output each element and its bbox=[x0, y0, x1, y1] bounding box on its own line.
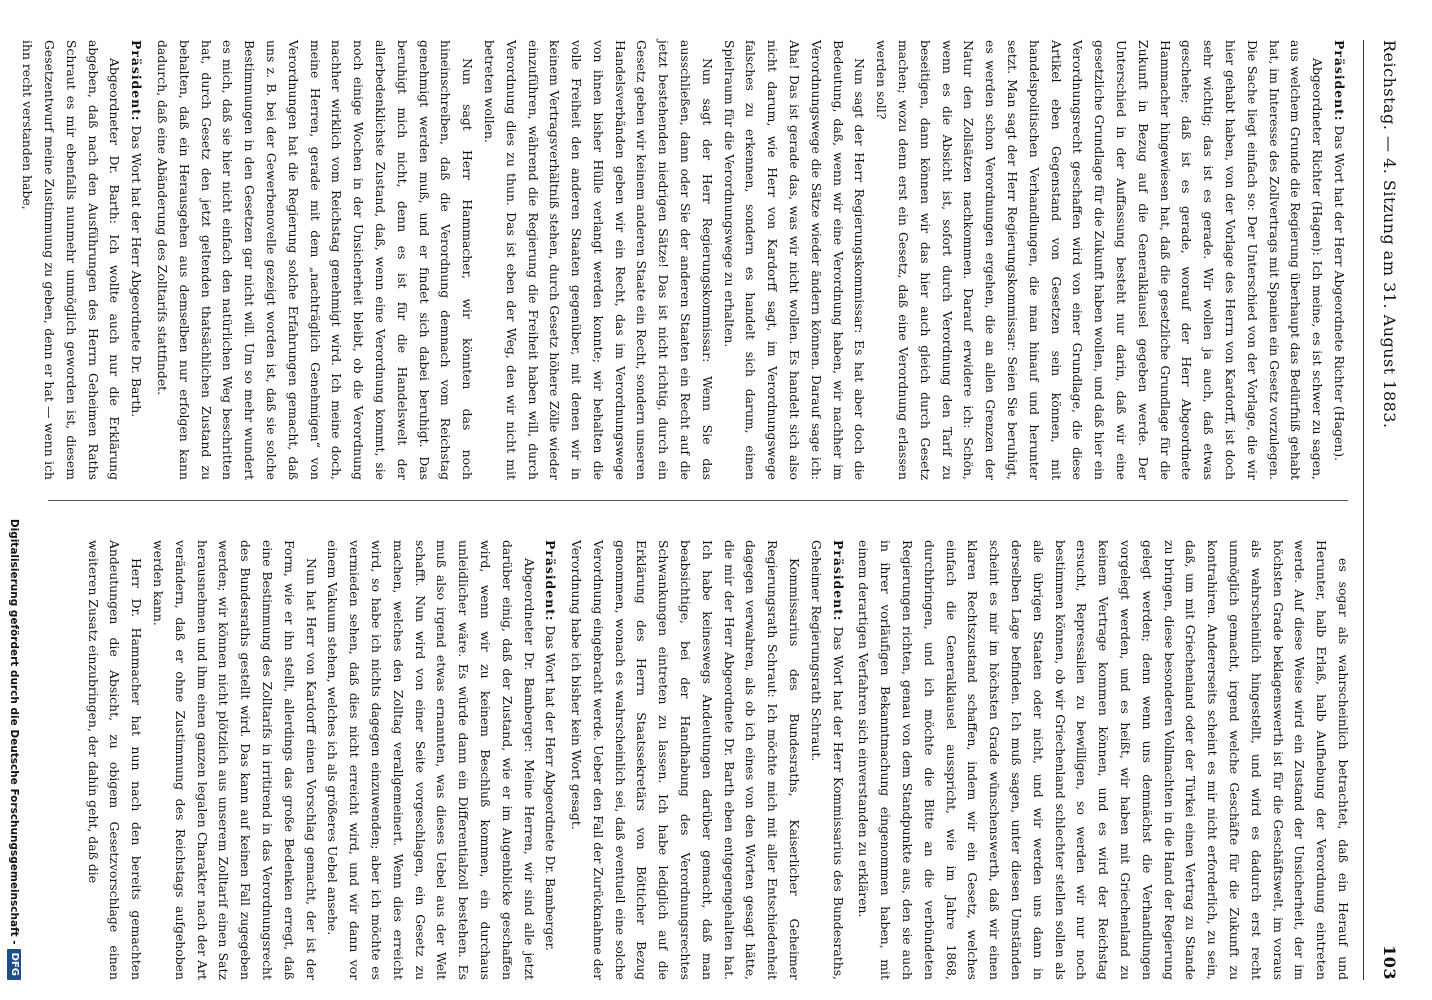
paragraph bbox=[870, 40, 1328, 480]
digitization-credit bbox=[4, 400, 24, 980]
paragraph-text: Das Wort hat der Herr Abgeordnete Dr. Bamberger. bbox=[543, 625, 559, 952]
paragraph-text: Nun sagt der Herr Regierungskommissar: Wenn Sie das ausschließen, dann oder Sie der anderen Staaten ein Recht auf die jetzt bestehenden niedrigen Sätze! Das ist nicht richtig, durch ein Gesetz geben wir keinem anderen Staate ein Recht, sondern unseren Handelsverbänden geben wir ein Recht, das im Verordnungswege von ihnen bisher Hülle verlangt werden konnte; wir behalten die volle Freiheit den anderen Staaten gegenüber, mit denen wir in keinem Vertragsverhältniß stehen, durch Gesetz höhere Zölle wieder einzuführen, während die Regierung die Freiheit haben will, durch Verordnung dies zu thun. Das ist eben der Weg, den wir nicht mit betreten wollen. bbox=[481, 40, 715, 480]
speaker-label: Präsident: bbox=[830, 540, 846, 622]
paragraph-text: es sogar als wahrscheinlich betrachtet, daß ein Herauf und Herunter, halb Erlaß, halb Aufhebung der Verordnung eintreten werde. Auf diese Weise wird ein Zustand der Unsicherheit, der im höchsten Grade beklagenswerth ist für die Geschäftswelt, im voraus als wahrscheinlich hingestellt, und wird es dadurch erst recht unmöglich gemacht, irgend welche Geschäfte für die Zukunft zu kontrahiren. Andererseits scheint es mir nicht erforderlich, zu sein, daß, um mit Griechenland oder der Türkei einen Vertrag zu Stande zu bringen, diese besonderen Vollmachten in die Hand der Regierung gelegt werden; denn wenn uns demnächst die Verhandlungen vorgelegt werden, und es heißt, wir haben mit Griechenland zu keinem Vertrage kommen können, und es wird der Reichstag ersucht, Repressalien zu bewilligen, so werden wir nur noch bestimmen können, ob wir Griechenland schlechter stellen sollen als alle übrigen Staaten oder nicht, und wir werden uns dann in derselben Lage befinden. Ich muß sagen, unter diesen Umständen scheint es mir im höchsten Grade wünschenswerth, daß wir einen klaren Rechtszustand schaffen, indem wir ein Gesetz, welches einfach die Generalklausel ausspricht, wie im Jahre 1868, durchbringen, und ich möchte die Bitte an die verbündeten Regierungen richten, genau von dem Standpunkte aus, den sie auch in ihrer vorläufigen Bekanntmachung eingenommen haben, mit einem derartigen Verfahren sich einverstanden zu erklären. bbox=[856, 540, 1351, 980]
running-title: Reichstag. — 4. Sitzung am 31. August 1883. bbox=[1380, 40, 1400, 429]
paragraph bbox=[1328, 40, 1350, 480]
paragraph bbox=[147, 540, 321, 980]
paragraph bbox=[322, 540, 540, 980]
paragraph-text: Abgeordneter Dr. Barth: Ich wollte auch nur die Erklärung abgeben, daß nach den Ausführungen des Herrn Geheimen Raths Schraut es mir ebenfalls nunmehr unmöglich geworden ist, diesem Gesetzentwurf meine Zustimmung zu geben, denn er hat — wenn ich ihn recht verstanden habe, bbox=[20, 40, 123, 480]
paragraph-text: Das Wort hat der Herr Abgeordnete Richter (Hagen). bbox=[1332, 125, 1347, 461]
credit-text: Digitalisierung gefördert durch die Deutsche Forschungsgemeinschaft - bbox=[8, 518, 20, 945]
speaker-label: Präsident: bbox=[1332, 40, 1347, 122]
running-header bbox=[1368, 40, 1412, 980]
paragraph bbox=[478, 40, 718, 480]
paragraph bbox=[151, 40, 478, 480]
paragraph bbox=[718, 40, 871, 480]
header-rule bbox=[1363, 40, 1364, 980]
paragraph bbox=[540, 540, 562, 980]
paragraph-text: Abgeordneter Dr. Bamberger: Meine Herren, wir sind alle jetzt darüber einig, daß der Zustand, wie er im Augenblicke geschaffen wird, wenn wir zu keinem Beschluß kommen, ein durchaus unleidlicher wäre. Es würde dann ein Differentialzoll bestehen. Es muß also irgend etwas ernannten, was dieses Uebel aus der Welt schafft. Nun wird von einer Seite vorgeschlagen, ein Gesetz zu machen, welches den Zolltag verallgemeinert. Wenn dies erreicht wird, so habe ich nichts dagegen einzuwenden; aber ich möchte es vermieden sehen, daß dies nicht erreicht wird, und wir dann vor einem Vakuum stehen, welches ich als größeres Uebel ansehe. bbox=[325, 540, 537, 980]
paragraph bbox=[853, 540, 1354, 980]
paragraph bbox=[805, 540, 849, 980]
speaker-label: Präsident: bbox=[129, 40, 145, 122]
paragraph-text: Das Wort hat der Herr Abgeordnete Dr. Barth. bbox=[129, 125, 145, 418]
paragraph-text: Kommissarius des Bundesraths, Kaiserlicher Geheimer Regierungsrath Schraut: Ich möchte mich mit aller Entschiedenheit dagegen verwahren, als ob ich eines von den Worten gesagt hätte, die mir der Herr Abgeordnete Dr. Barth eben entgegengehalten hat. Ich habe keineswegs Andeutungen darüber gemacht, daß man beabsichtige, bei der Handhabung des Verordnungsrechtes Schwankungen eintreten zu lassen. Ich habe lediglich auf die Erklärung des Herrn Staatssekretärs von Bötticher Bezug genommen, wonach es wahrscheinlich sei, daß eventuell eine solche Verordnung eingebracht werde. Ueber den Fall der Zurücknahme der Verordnung habe ich bisher kein Wort gesagt. bbox=[569, 540, 803, 980]
right-column bbox=[34, 540, 1354, 980]
paragraph bbox=[16, 40, 125, 480]
page-number: 103 bbox=[1380, 945, 1400, 980]
paragraph-text: Nun hat Herr von Kardorff einen Vorschlag gemacht, der ist der Form, wie er ihn stellt, allerdings das große Bedenken erregt, daß eine Bestimmung des Zolltarifs in irritirend in das Verordnungsrecht des Bundesraths gestellt wird. Das kann auf keinen Fall zugegeben werden; wir können nicht plötzlich aus unserem Zolltarif einen Satz herausnehmen und ihm einen ganzen legalen Charakter nach der Art verändern, daß er ohne Zustimmung des Reichstags aufgehoben werden kann. bbox=[150, 540, 319, 980]
paragraph bbox=[565, 540, 805, 980]
speaker-label: Präsident: bbox=[543, 540, 559, 622]
column-divider bbox=[48, 500, 1348, 501]
paragraph-text: Das Wort hat der Herr Kommissarius des Bundesraths, Geheimer Regierungsrath Schraut. bbox=[808, 540, 846, 980]
paragraph-text: Abgeordneter Richter (Hagen): Ich meine, es ist schwer zu sagen, aus welchem Grunde die Regierung überhaupt das Bedürfniß gehabt hat, im Interesse des Zollvertrags mit Spanien ein Gesetz vorzulegen. Die Sache liegt einfach so: Der Unterschied von der Vorlage, die wir hier gehabt haben, von der Vorlage des Herrn von Kardorff, ist doch sehr wichtig; das ist es gerade. Wir wollen ja auch, daß etwas geschehe; daß ist es gerade, worauf der Herr Abgeordnete Hammacher hingewiesen hat, daß die gesetzliche Grundlage für die Zukunft in Bezug auf die Generalklausel gegeben werde. Der Unterschied in der Auffassung besteht nur darin, daß wir eine gesetzliche Grundlage für die Zukunft haben wollen, und daß hier ein Verordnungsrecht geschaffen wird von einer Grundlage, die diese Artikel eben Gegenstand von Gesetzen sein können, mit handelspolitischen Verhandlungen, die man hinauf und herunter setzt. Man sagt der Herr Regierungskommissar: Seien Sie beruhigt, es werden schon Verordnungen ergehen, die an allen Grenzen der Natur den Zollsätzen nachkommen. Darauf erwidere ich: Schön, wenn es die Absicht ist, sofort durch Verordnung den Tarif zu beseitigen, dann können wir das hier auch gleich durch Gesetz machen; wozu denn erst ein Gesetz, daß eine Verordnung erlassen werden soll? bbox=[874, 40, 1326, 480]
paragraph-text: Nun sagt der Herr Regierungskommissar: Es hat aber doch die Bedeutung, daß, wenn wir eine Verordnung haben, wir nachher im Verordnungswege die Sätze wieder ändern können. Darauf sage ich: Aha! Das ist gerade das, was wir nicht wollen. Es handelt sich also nicht darum, wie Herr von Kardorff sagt, im Verordnungswege falsches zu erkennen, sondern es handelt sich darum, einen Spielraum für die Verordnungswege zu erhalten. bbox=[721, 40, 868, 480]
paragraph bbox=[125, 40, 147, 480]
paragraph bbox=[82, 540, 147, 980]
left-column bbox=[20, 40, 1354, 480]
paragraph-text: Herr Dr. Hammacher hat nun nach den bereits gemachten Andeutungen die Absicht, zu obigem Gesetzvorschlage einen weiteren Zusatz einzubringen, der dahin geht, daß die bbox=[85, 540, 145, 980]
dfg-logo: DFG bbox=[7, 949, 21, 980]
paragraph-text: Nun sagt Herr Hammacher, wir könnten das noch hineinschreiben, daß die Verordnung demnach vom Reichstag genehmigt werden muß, und er findet sich dabei beruhigt. Das beruhigt mich nicht, denn es ist für die Handelswelt der allerbedenklichste Zustand, daß, wenn eine Verordnung kommt, sie noch einige Wochen in der Unsicherheit bleibt, ob die Verordnung nachher wirklich vom Reichstag genehmigt wird. Ich meine doch, meine Herren, gerade mit dem „nachträglich Genehmigen“ von Verordnungen hat die Regierung solche Erfahrungen gemacht, daß uns z. B. bei der Gewerbenovelle gezeigt worden ist, daß sie solche Bestimmungen in den Gesetzen gar nicht will. Um so mehr wundert es mich, daß sie hier nicht einfach den natürlichen Weg beschritten hat, durch Gesetz den jetzt geltenden thatsächlichen Zustand zu behalten, daß ein Herausgehen aus demselben nur erfolgen kann dadurch, daß eine Abänderung des Zolltarifs stattfindet. bbox=[154, 40, 476, 480]
